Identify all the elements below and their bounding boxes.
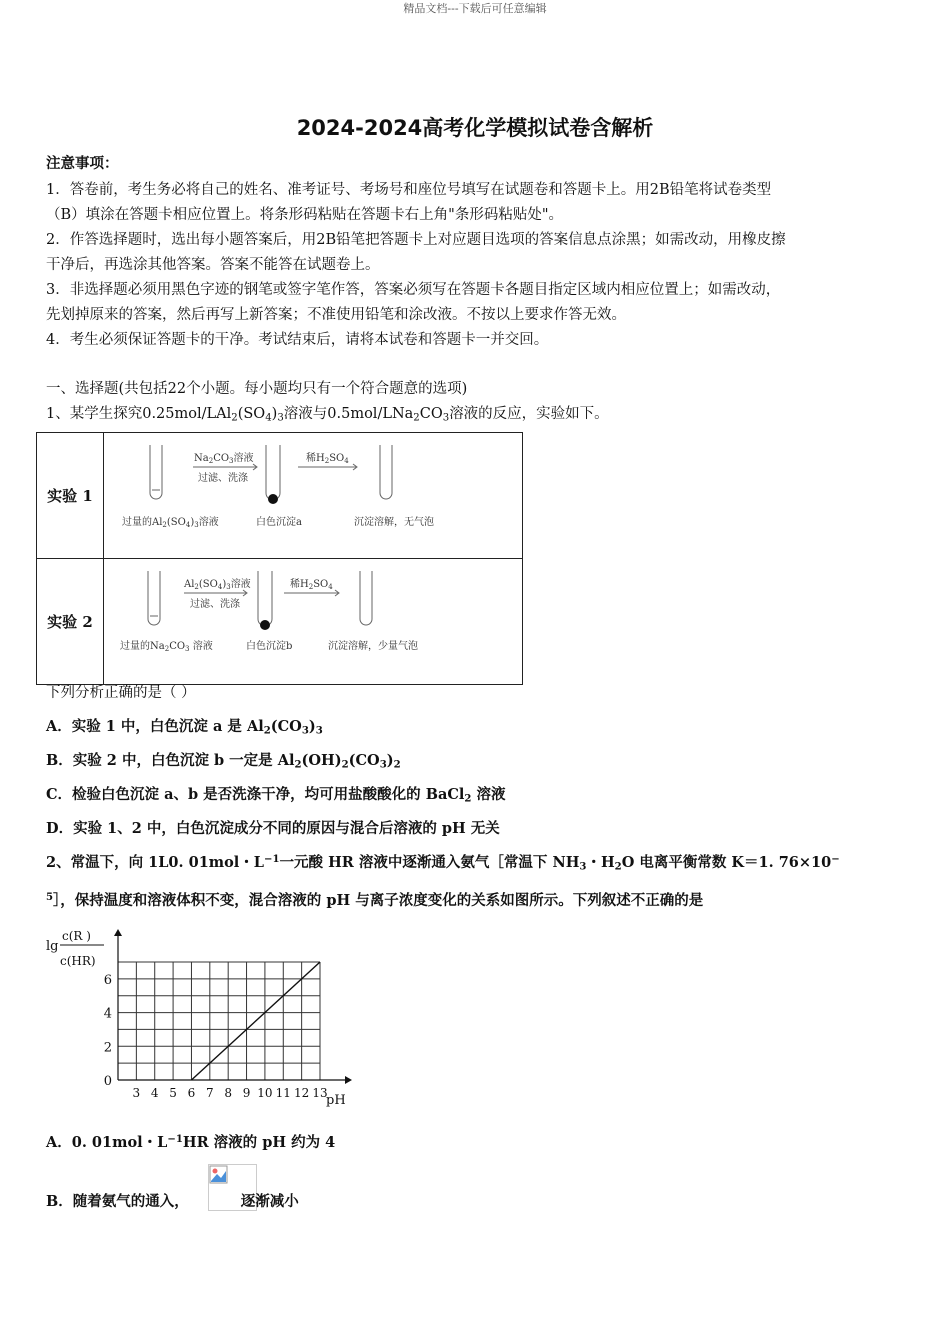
chart-ylabel-prefix: lg (46, 939, 59, 954)
question-2-option-b: B．随着氨气的通入， 逐渐减小 (46, 1193, 299, 1210)
test-tube-icon (148, 571, 160, 625)
x-axis-arrow-icon (345, 1076, 352, 1084)
x-tick-label: 12 (293, 1086, 310, 1100)
experiment-2-figure (104, 559, 523, 685)
svg-text:沉淀溶解，少量气泡: 沉淀溶解，少量气泡 (328, 641, 418, 652)
chart-ylabel-numerator: c(R ) (62, 929, 91, 943)
question-1-stem: 1、某学生探究$0.25mol/LAl_2(SO_4)_3$溶液与$0.5mol/LNa_2CO_3$溶液的反应，实验如下。 (46, 406, 609, 424)
x-tick-label: 8 (224, 1086, 233, 1100)
y-tick-label: 4 (103, 1006, 112, 1022)
ph-chart (40, 922, 360, 1112)
question-1-option-c: C．检验白色沉淀 a、b 是否洗涤干净，均可用盐酸酸化的 BaCl$_2$ 溶液 (46, 786, 506, 805)
page-title: 2024-2024高考化学模拟试卷含解析 (296, 116, 654, 140)
x-tick-label: 13 (312, 1086, 328, 1100)
x-tick-label: 7 (205, 1086, 214, 1100)
y-axis-arrow-icon (114, 929, 122, 936)
chart-grid (118, 962, 320, 1080)
svg-text:白色沉淀a: 白色沉淀a (256, 517, 302, 528)
notice-heading: 注意事项： (46, 155, 119, 172)
notice-line: 1．答卷前，考生务必将自己的姓名、准考证号、考场号和座位号填写在试题卷和答题卡上。用2B铅笔将试卷类型 (46, 182, 772, 198)
question-2-stem-line-1: 2、常温下，向 1L0. 01mol・$L^{-1}$一元酸 HR 溶液中逐渐通入氨气［常温下 $NH_3$・$H_2O$ 电离平衡常数 K＝1. 76×10− (46, 852, 840, 873)
svg-text:过量的Al2(SO4)3溶液: 过量的$Al_2(SO_4)_3$溶液 (122, 517, 219, 529)
notice-line: 4．考生必须保证答题卡的干净。考试结束后，请将本试卷和答题卡一并交回。 (46, 332, 549, 348)
x-tick-label: 6 (187, 1086, 196, 1100)
experiment-2-label: 实验 2 (37, 559, 104, 685)
test-tube-icon (150, 445, 162, 499)
svg-text:稀H2SO4: 稀$H_2SO_4$ (306, 453, 349, 465)
x-tick-label: 10 (257, 1086, 273, 1100)
test-tube-icon (266, 445, 280, 500)
notice-line: 2．作答选择题时，选出每小题答案后，用2B铅笔把答题卡上对应题目选项的答案信息点涂黑；如需改动，用橡皮擦 (46, 232, 786, 248)
experiment-1-label: 实验 1 (37, 433, 104, 559)
series-line (191, 962, 320, 1080)
x-tick-label: 9 (242, 1086, 251, 1100)
chart-ylabel-denominator: c(HR) (60, 954, 96, 968)
x-tick-label: 3 (132, 1086, 141, 1100)
chart-y-ticks (104, 973, 112, 1089)
svg-text:过量的Na2CO3 溶液: 过量的$Na_2CO_3$ 溶液 (120, 641, 213, 653)
experiment-2-diagram (104, 559, 522, 680)
notice-line: 先划掉原来的答案，然后再写上新答案；不准使用铅笔和涂改液。不按以上要求作答无效。 (46, 307, 626, 323)
chart-axes (114, 929, 352, 1084)
svg-text:白色沉淀b: 白色沉淀b (246, 641, 293, 652)
question-1-option-a: A．实验 1 中，白色沉淀 a 是 $Al_2(CO_3)_3$ (46, 718, 323, 737)
experiment-1-diagram (104, 433, 522, 554)
chart-series (191, 962, 320, 1080)
notice-line: 干净后，再选涂其他答案。答案不能答在试题卷上。 (46, 257, 380, 273)
question-2-option-a: A．0. 01mol・$L^{-1}HR$ 溶液的 pH 约为 4 (46, 1132, 336, 1151)
section-heading: 一、选择题(共包括22个小题。每小题均只有一个符合题意的选项) (46, 381, 468, 397)
svg-text:Al2(SO4)3溶液: $Al_2(SO_4)_3$溶液 (184, 579, 251, 591)
precipitate-icon (260, 620, 270, 630)
test-tube-icon (258, 571, 272, 626)
svg-text:稀H2SO4: 稀$H_2SO_4$ (290, 579, 333, 591)
svg-text:过滤、洗涤: 过滤、洗涤 (198, 473, 248, 484)
svg-text:Na2CO3溶液: $Na_2CO_3$溶液 (194, 453, 254, 465)
question-2-stem-line-2: $^5$］，保持温度和溶液体积不变，混合溶液的 pH 与离子浓度变化的关系如图所示。下列叙述不正确的是 (46, 890, 704, 909)
test-tube-icon (380, 445, 392, 499)
experiment-1-figure (104, 433, 523, 559)
notice-line: （B）填涂在答题卡相应位置上。将条形码粘贴在答题卡右上角"条形码粘贴处"。 (46, 207, 563, 223)
question-1-prompt: 下列分析正确的是（ ） (46, 685, 196, 701)
y-tick-label: 2 (103, 1040, 112, 1056)
experiment-table (36, 432, 523, 685)
question-1-option-b: B．实验 2 中，白色沉淀 b 一定是 $Al_2(OH)_2(CO_3)_2$ (46, 752, 401, 771)
svg-text:过滤、洗涤: 过滤、洗涤 (190, 599, 240, 610)
y-tick-label: 0 (103, 1074, 112, 1089)
question-1-option-d: D．实验 1、2 中，白色沉淀成分不同的原因与混合后溶液的 pH 无关 (46, 820, 500, 837)
chart-x-ticks (133, 1086, 328, 1100)
notice-line: 3．非选择题必须用黑色字迹的钢笔或签字笔作答，答案必须写在答题卡各题目指定区域内相应位置上；如需改动， (46, 282, 781, 298)
precipitate-icon (268, 494, 278, 504)
x-tick-label: 4 (150, 1086, 159, 1100)
x-tick-label: 5 (169, 1086, 177, 1100)
y-tick-label: 6 (103, 972, 112, 988)
chart-xlabel: pH (326, 1093, 346, 1108)
test-tube-icon (360, 571, 372, 625)
x-tick-label: 11 (275, 1086, 291, 1100)
svg-text:沉淀溶解，无气泡: 沉淀溶解，无气泡 (354, 517, 434, 528)
page-header: 精品文档---下载后可任意编辑 (403, 2, 547, 15)
